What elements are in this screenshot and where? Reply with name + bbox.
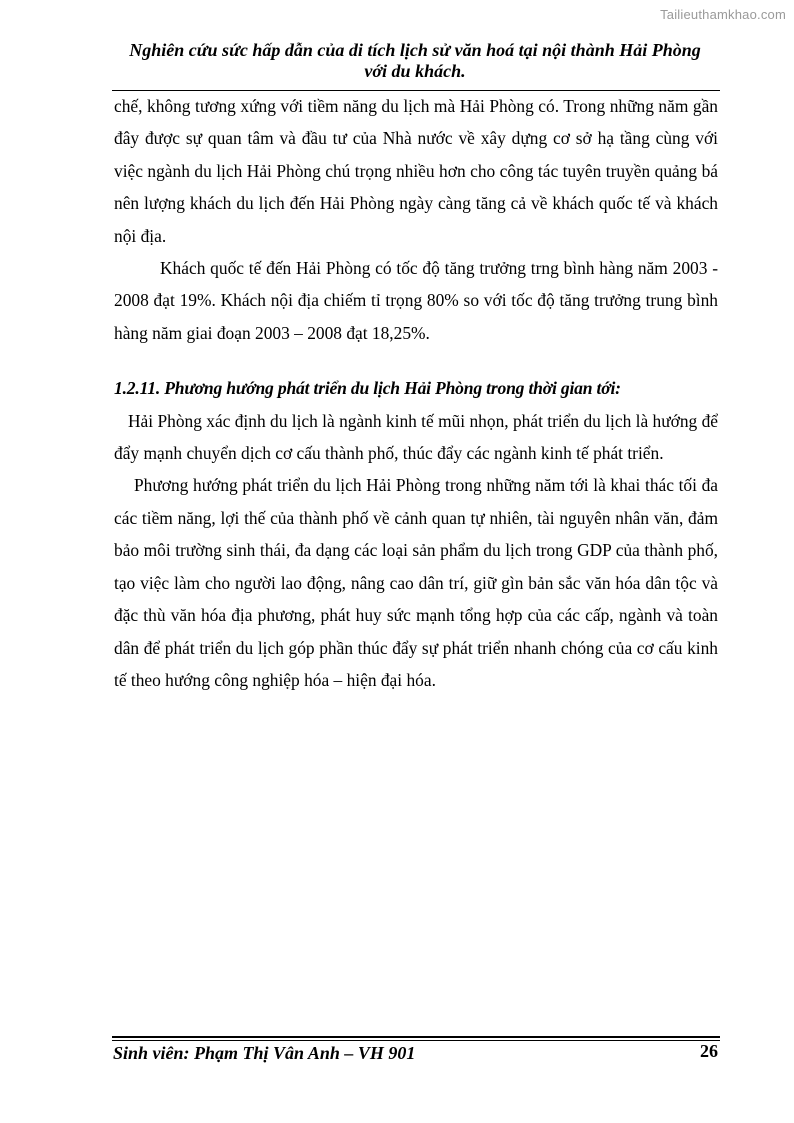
paragraph-4: Phương hướng phát triển du lịch Hải Phòng trong những năm tới là khai thác tối đa các tiềm năng, lợi thế của thành phố về cảnh quan tự nhiên, tài nguyên nhân văn, đảm bảo môi trường sinh thái, đa dạng các loại sản phẩm du lịch trong GDP của thành phố, tạo việc làm cho người lao động, nâng cao dân trí, giữ gìn bản sắc văn hóa dân tộc và đặc thù văn hóa địa phương, phát huy sức mạnh tổng hợp của các cấp, ngành và toàn dân để phát triển du lịch góp phần thúc đẩy sự phát triển nhanh chóng của cơ cấu kinh tế theo hướng công nghiệp hóa – hiện đại hóa. [114,475,718,690]
page-number: 26 [700,1041,718,1061]
footer-student: Sinh viên: Phạm Thị Vân Anh – VH 901 [113,1043,416,1063]
paragraph-2: Khách quốc tế đến Hải Phòng có tốc độ tăng trưởng trng bình hàng năm 2003 - 2008 đạt 19%. Khách nội địa chiếm tỉ trọng 80% so với tốc độ tăng trưởng trung bình hàng năm giai đoạn 2003 – 2008 đạt 18,25%. [114,258,718,343]
header-title-line2: với du khách. [364,61,466,81]
footer-divider-thin [112,1040,720,1041]
footer-divider-thick [112,1036,720,1038]
paragraph-1: chế, không tương xứng với tiềm năng du lịch mà Hải Phòng có. Trong những năm gần đây được sự quan tâm và đầu tư của Nhà nước về xây dựng cơ sở hạ tầng cùng với việc ngành du lịch Hải Phòng chú trọng nhiều hơn cho công tác tuyên truyền quảng bá nên lượng khách du lịch đến Hải Phòng ngày càng tăng cả về khách quốc tế và khách nội địa. [114,96,718,246]
section-heading: 1.2.11. Phương hướng phát triển du lịch Hải Phòng trong thời gian tới: [114,378,621,399]
header-title-line1: Nghiên cứu sức hấp dẫn của di tích lịch sử văn hoá tại nội thành Hải Phòng [129,40,701,60]
watermark: Tailieuthamkhao.com [660,7,786,22]
running-header [110,40,720,82]
paragraph-3: Hải Phòng xác định du lịch là ngành kinh tế mũi nhọn, phát triển du lịch là hướng để đẩy mạnh chuyển dịch cơ cấu thành phố, thúc đẩy các ngành kinh tế phát triển. [114,410,718,464]
page-body [114,90,718,696]
